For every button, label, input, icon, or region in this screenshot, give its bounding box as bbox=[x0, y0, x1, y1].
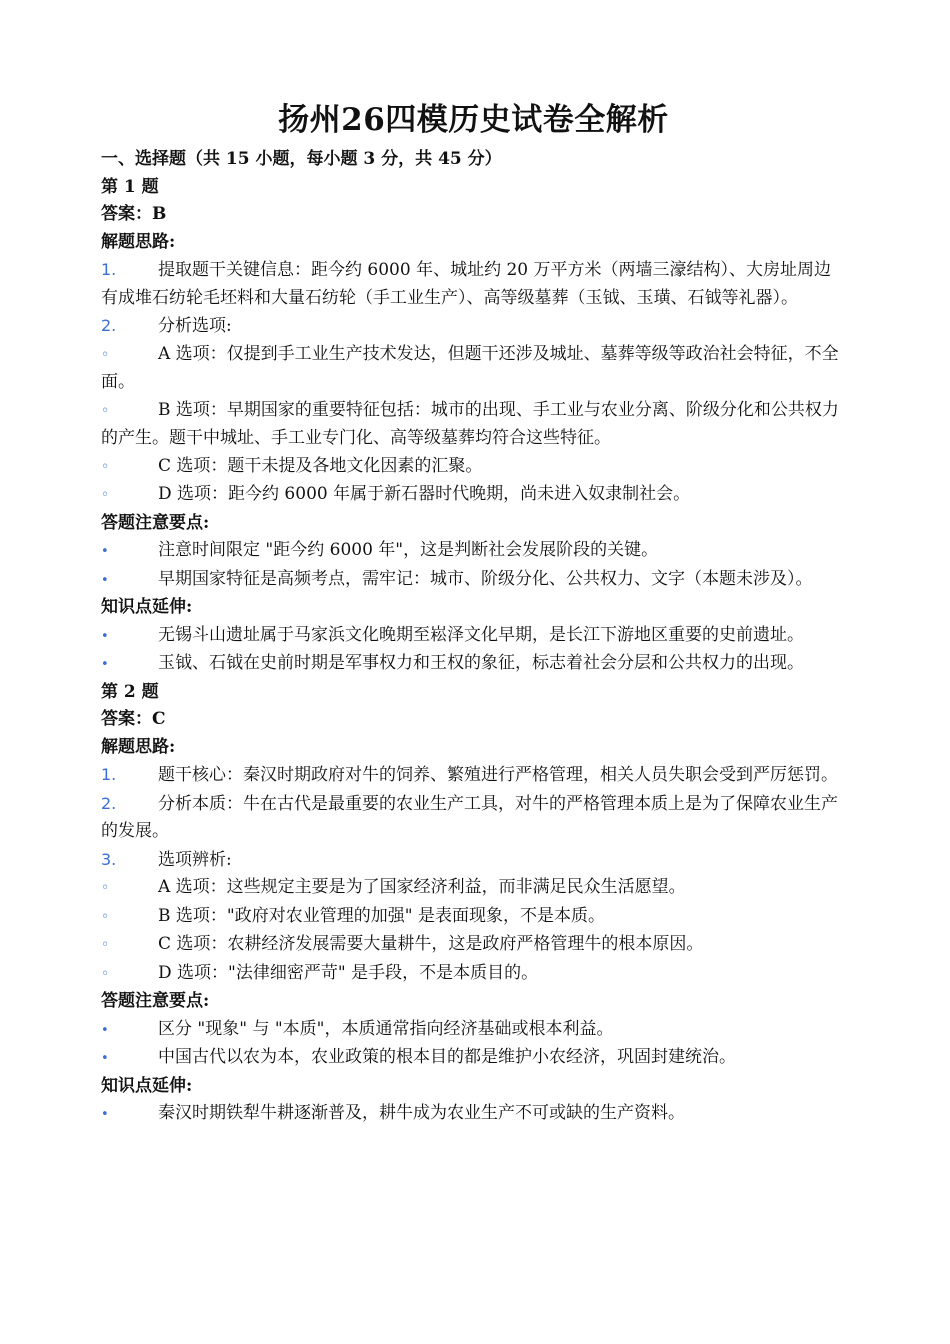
list-item-text: 注意时间限定 "距今约 6000 年"，这是判断社会发展阶段的关键。 bbox=[158, 540, 659, 560]
list-item bbox=[101, 256, 846, 312]
list-item bbox=[101, 537, 846, 566]
list-item bbox=[101, 960, 846, 989]
circle-bullet-icon: ◦ bbox=[101, 402, 110, 419]
list-item-text: D 选项：距今约 6000 年属于新石器时代晚期，尚未进入奴隶制社会。 bbox=[158, 484, 691, 504]
list-number: 3. bbox=[101, 849, 117, 869]
bullet-icon: • bbox=[101, 544, 109, 559]
list-item bbox=[101, 650, 846, 679]
section-heading: 一、选择题（共 15 小题，每小题 3 分，共 45 分） bbox=[101, 149, 502, 169]
list-number: 1. bbox=[101, 260, 117, 279]
list-item-text: 题干核心：秦汉时期政府对牛的饲养、繁殖进行严格管理，相关人员失职会受到严厉惩罚。 bbox=[158, 765, 838, 785]
list-item-text: 提取题干关键信息：距今约 6000 年、城址约 20 万平方米（两墙三濠结构）、大房址周边有成堆石纺轮毛坯料和大量石纺轮（手工业生产）、高等级墓葬（玉钺、玉璜、石钺等礼器）。 bbox=[101, 260, 832, 308]
list-item bbox=[101, 790, 846, 846]
bullet-icon: • bbox=[101, 1107, 109, 1122]
list-item-text: B 选项：早期国家的重要特征包括：城市的出现、手工业与农业分离、阶级分化和公共权力的产生。题干中城址、手工业专门化、高等级墓葬均符合这些特征。 bbox=[101, 399, 839, 448]
list-item-text: 分析选项: bbox=[158, 316, 232, 336]
list-item bbox=[101, 903, 846, 932]
list-item-text: A 选项：仅提到手工业生产技术发达，但题干还涉及城址、墓葬等级等政治社会特征，不全面。 bbox=[101, 343, 839, 392]
question-block bbox=[101, 174, 846, 679]
list-item-text: D 选项："法律细密严苛" 是手段，不是本质目的。 bbox=[158, 962, 539, 983]
notes-label: 答题注意要点: bbox=[101, 512, 210, 533]
list-item bbox=[101, 931, 846, 960]
question-block bbox=[101, 679, 846, 1129]
list-item-text: B 选项："政府对农业管理的加强" 是表面现象，不是本质。 bbox=[158, 905, 605, 926]
question-heading: 第 1 题 bbox=[101, 176, 159, 197]
list-item-text: 玉钺、石钺在史前时期是军事权力和王权的象征，标志着社会分层和公共权力的出现。 bbox=[158, 653, 804, 673]
circle-bullet-icon: ◦ bbox=[101, 487, 110, 503]
list-item-text: 区分 "现象" 与 "本质"，本质通常指向经济基础或根本利益。 bbox=[158, 1018, 614, 1039]
notes-label: 答题注意要点: bbox=[101, 991, 210, 1011]
answer-line: 答案：B bbox=[101, 204, 167, 224]
list-item-text: 中国古代以农为本，农业政策的根本目的都是维护小农经济，巩固封建统治。 bbox=[158, 1047, 736, 1067]
list-item bbox=[101, 1044, 846, 1073]
answer-line: 答案：C bbox=[101, 709, 166, 729]
list-item bbox=[101, 1100, 846, 1129]
list-item-text: C 选项：农耕经济发展需要大量耕牛，这是政府严格管理牛的根本原因。 bbox=[158, 934, 704, 954]
list-item bbox=[101, 622, 846, 651]
list-item bbox=[101, 1016, 846, 1045]
document-title: 扬州26四模历史试卷全解析 bbox=[278, 102, 669, 138]
extension-label: 知识点延伸: bbox=[101, 597, 193, 617]
bullet-icon: • bbox=[101, 1022, 109, 1038]
list-item bbox=[101, 874, 846, 903]
question-heading: 第 2 题 bbox=[101, 681, 159, 702]
list-item bbox=[101, 481, 846, 510]
list-item-text: A 选项：这些规定主要是为了国家经济利益，而非满足民众生活愿望。 bbox=[158, 877, 686, 897]
bullet-icon: • bbox=[101, 657, 109, 672]
circle-bullet-icon: ◦ bbox=[101, 346, 110, 363]
list-item bbox=[101, 341, 846, 397]
list-item-text: C 选项：题干未提及各地文化因素的汇聚。 bbox=[158, 455, 483, 476]
list-item-text: 早期国家特征是高频考点，需牢记：城市、阶级分化、公共权力、文字（本题未涉及）。 bbox=[158, 568, 813, 589]
circle-bullet-icon: ◦ bbox=[101, 880, 110, 896]
circle-bullet-icon: ◦ bbox=[101, 937, 110, 953]
list-item-text: 无锡斗山遗址属于马家浜文化晚期至崧泽文化早期，是长江下游地区重要的史前遗址。 bbox=[158, 624, 804, 645]
thinking-label: 解题思路: bbox=[101, 231, 176, 252]
list-number: 2. bbox=[101, 316, 117, 335]
list-item bbox=[101, 846, 846, 875]
list-item-text: 选项辨析: bbox=[158, 849, 232, 870]
bullet-icon: • bbox=[101, 628, 109, 644]
bullet-icon: • bbox=[101, 1051, 109, 1066]
list-item bbox=[101, 566, 846, 595]
circle-bullet-icon: ◦ bbox=[101, 458, 110, 475]
circle-bullet-icon: ◦ bbox=[101, 965, 110, 982]
list-item-text: 秦汉时期铁犁牛耕逐渐普及，耕牛成为农业生产不可或缺的生产资料。 bbox=[158, 1103, 685, 1123]
list-number: 2. bbox=[101, 793, 117, 813]
list-item bbox=[101, 761, 846, 790]
list-number: 1. bbox=[101, 765, 117, 784]
thinking-label: 解题思路: bbox=[101, 736, 176, 757]
circle-bullet-icon: ◦ bbox=[101, 908, 110, 925]
list-item bbox=[101, 453, 846, 482]
extension-label: 知识点延伸: bbox=[101, 1075, 193, 1096]
list-item-text: 分析本质：牛在古代是最重要的农业生产工具，对牛的严格管理本质上是为了保障农业生产的发展。 bbox=[101, 793, 838, 841]
list-item bbox=[101, 312, 846, 341]
list-item bbox=[101, 397, 846, 453]
bullet-icon: • bbox=[101, 572, 109, 588]
